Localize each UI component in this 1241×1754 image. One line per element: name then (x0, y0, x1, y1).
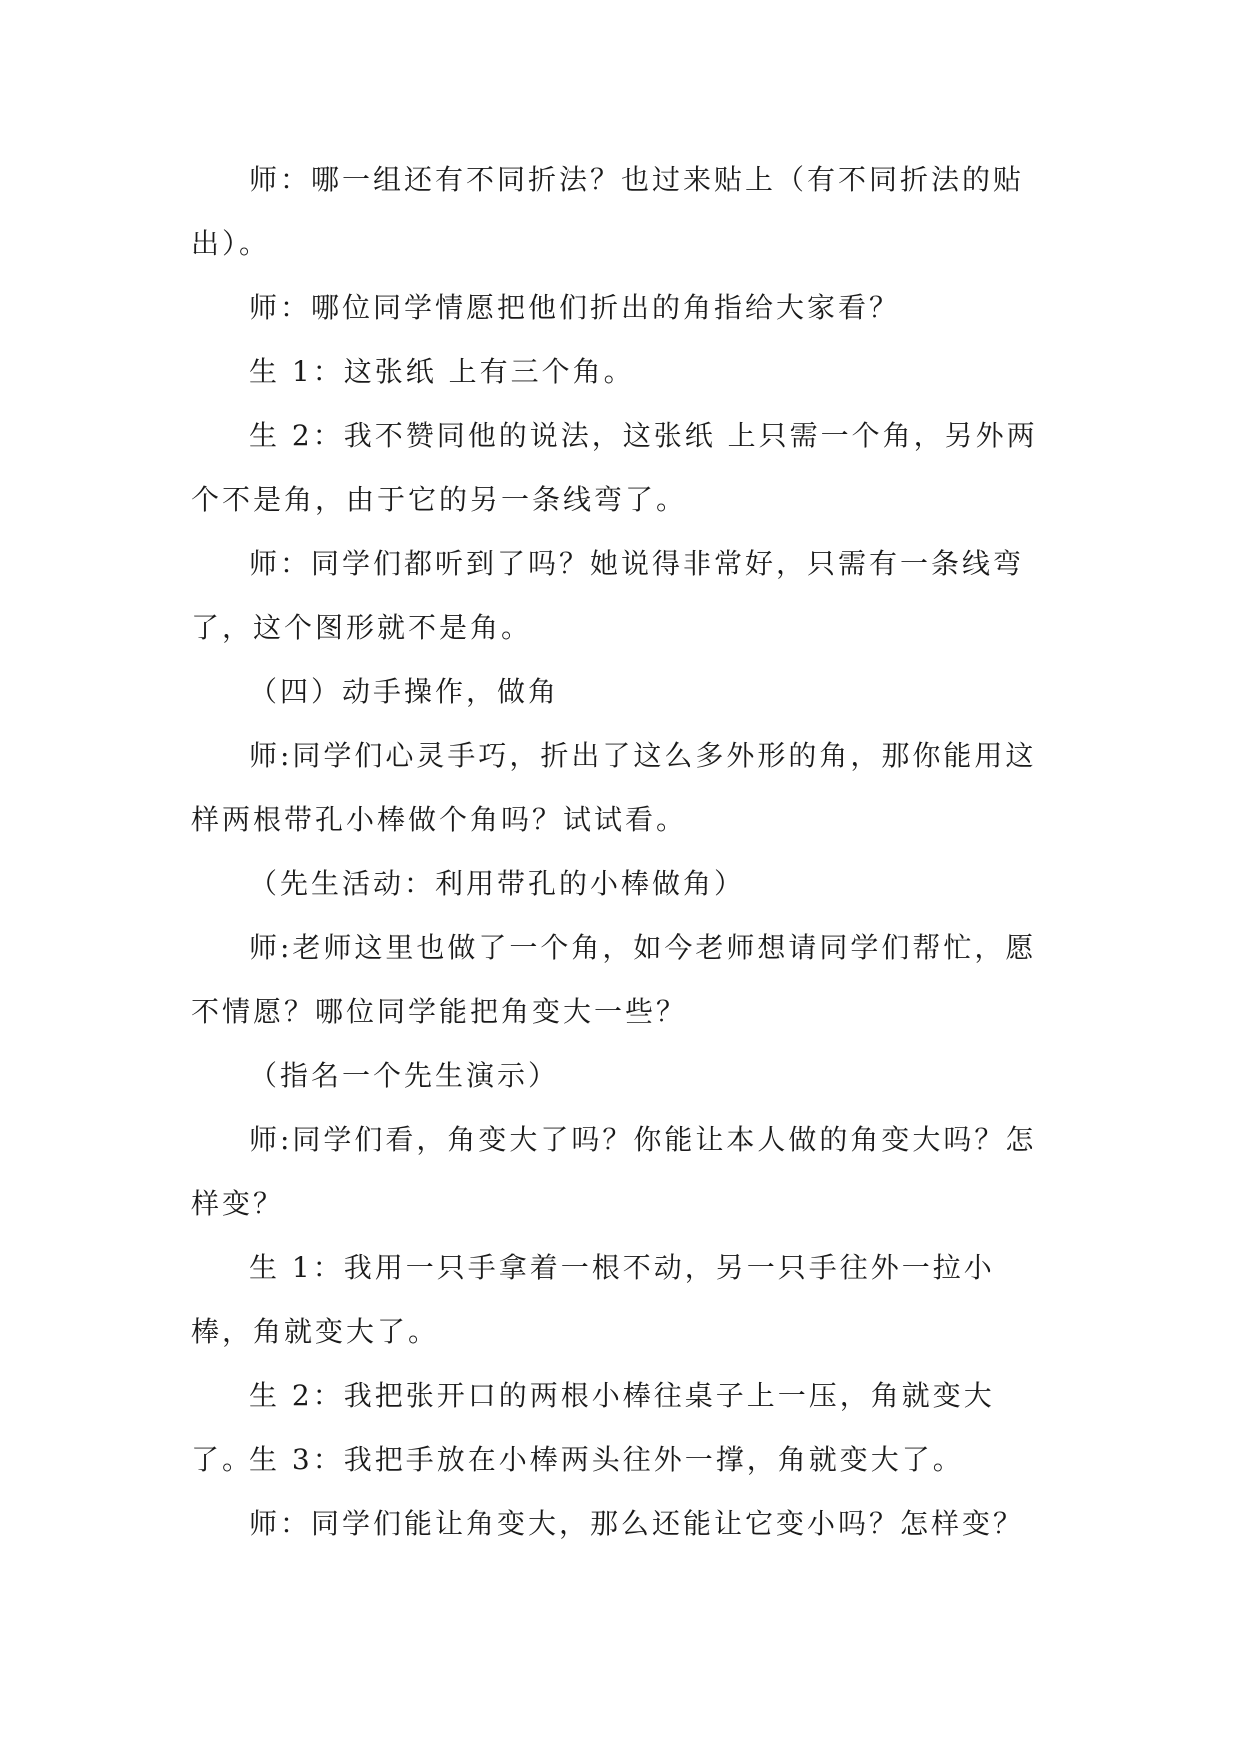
paragraph-8: （先生活动：利用带孔的小棒做角） (249, 867, 746, 900)
paragraph-3: 生 1：这张纸 上有三个角。 (249, 355, 635, 388)
paragraph-14: 生 3：我把手放在小棒两头往外一撑，角就变大了。 (249, 1443, 964, 1476)
paragraph-13: 生 2：我把张开口的两根小棒往桌子上一压，角就变大了。 (191, 1379, 995, 1476)
paragraph-5: 师：同学们都听到了吗？她说得非常好，只需有一条线弯了，这个图形就不是角。 (191, 547, 1025, 644)
paragraph-2: 师：哪位同学情愿把他们折出的角指给大家看？ (249, 291, 901, 324)
section-heading: （四）动手操作，做角 (249, 675, 560, 708)
paragraph-11: 师:同学们看，角变大了吗？你能让本人做的角变大吗？怎样变？ (191, 1123, 1037, 1220)
paragraph-1: 师：哪一组还有不同折法？也过来贴上（有不同折法的贴出）。 (191, 163, 1025, 260)
paragraph-4: 生 2：我不赞同他的说法，这张纸 上只需一个角，另外两个不是角，由于它的另一条线弯了。 (191, 419, 1038, 516)
paragraph-12: 生 1：我用一只手拿着一根不动，另一只手往外一拉小棒，角就变大了。 (191, 1251, 995, 1348)
paragraph-7: 师:同学们心灵手巧，折出了这么多外形的角，那你能用这样两根带孔小棒做个角吗？试试看。 (191, 739, 1037, 836)
paragraph-9: 师:老师这里也做了一个角，如今老师想请同学们帮忙，愿不情愿？哪位同学能把角变大一些？ (191, 931, 1037, 1028)
paragraph-15: 师：同学们能让角变大，那么还能让它变小吗？怎样变？ (249, 1507, 1025, 1540)
paragraph-10: （指名一个先生演示） (249, 1059, 560, 1092)
